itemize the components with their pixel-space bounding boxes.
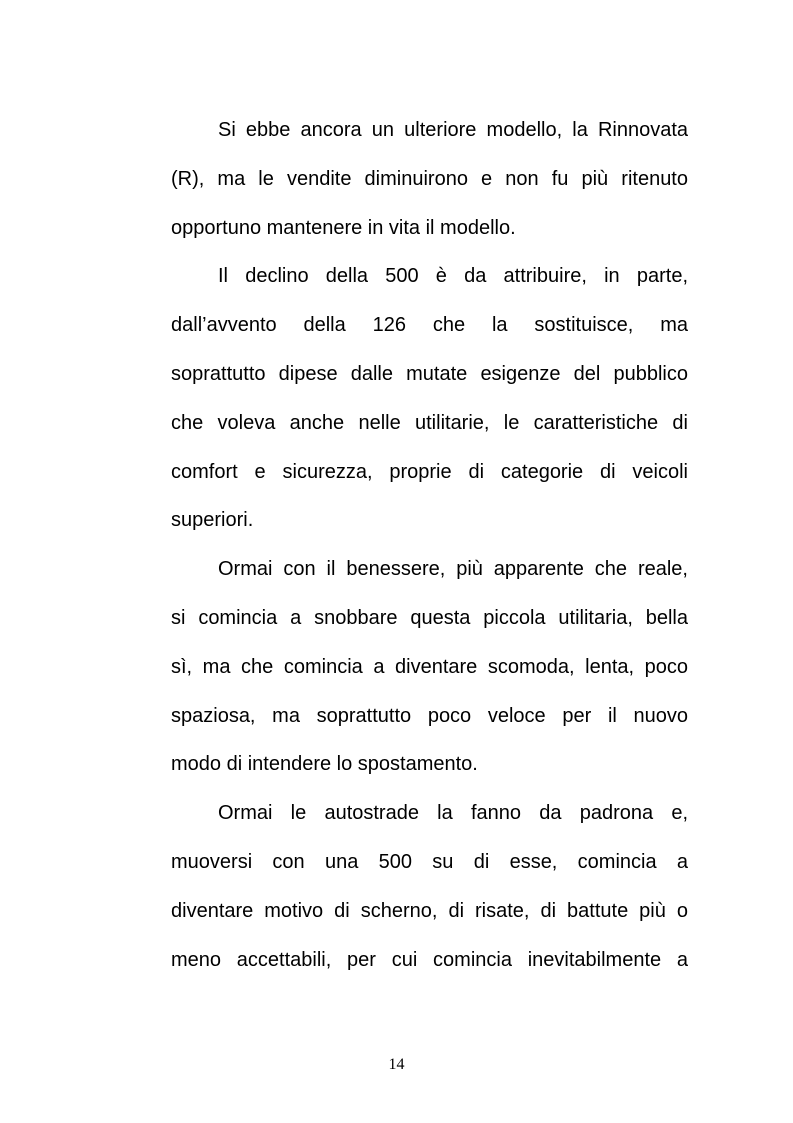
text-line: diventare motivo di scherno, di risate, di battute più o [171, 899, 688, 922]
paragraph-4 [171, 789, 688, 984]
text-line: Ormai le autostrade la fanno da padrona e, [218, 802, 688, 825]
text-line: Ormai con il benessere, più apparente che reale, [218, 558, 688, 581]
text-line: muoversi con una 500 su di esse, comincia a [171, 850, 688, 873]
body-text [171, 106, 688, 984]
text-line: comfort e sicurezza, proprie di categorie di veicoli [171, 460, 688, 483]
text-line: (R), ma le vendite diminuirono e non fu più ritenuto [171, 167, 688, 190]
text-line: che voleva anche nelle utilitarie, le caratteristiche di [171, 411, 688, 434]
text-line: meno accettabili, per cui comincia inevitabilmente a [171, 948, 688, 971]
text-line: modo di intendere lo spostamento. [171, 753, 478, 776]
text-line: Il declino della 500 è da attribuire, in parte, [218, 265, 688, 288]
text-line: sì, ma che comincia a diventare scomoda, lenta, poco [171, 655, 688, 678]
paragraph-1 [171, 106, 688, 252]
text-line: dall’avvento della 126 che la sostituisce, ma [171, 314, 688, 337]
text-line: spaziosa, ma soprattutto poco veloce per il nuovo [171, 704, 688, 727]
page-number: 14 [388, 1056, 405, 1073]
text-line: si comincia a snobbare questa piccola utilitaria, bella [171, 606, 688, 629]
paragraph-2 [171, 252, 688, 545]
text-line: soprattutto dipese dalle mutate esigenze del pubblico [171, 362, 688, 385]
text-line: Si ebbe ancora un ulteriore modello, la Rinnovata [218, 119, 688, 141]
text-line: superiori. [171, 509, 254, 532]
paragraph-3 [171, 545, 688, 789]
text-line: opportuno mantenere in vita il modello. [171, 216, 516, 239]
